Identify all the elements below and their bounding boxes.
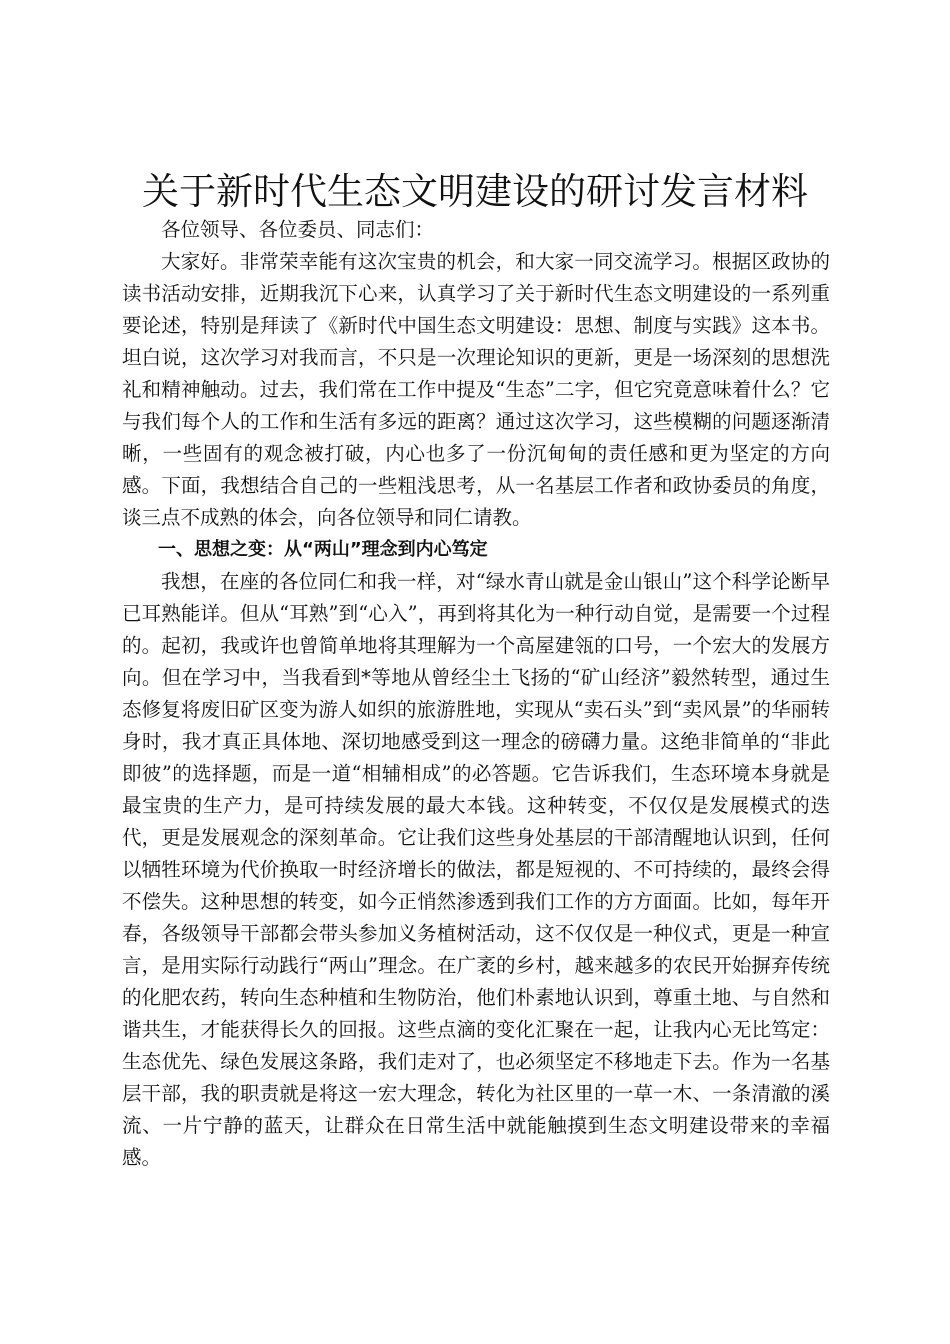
document-body xyxy=(122,214,830,1174)
salutation: 各位领导、各位委员、同志们： xyxy=(161,218,435,241)
section-paragraph: 我想，在座的各位同仁和我一样，对“绿水青山就是金山银山”这个科学论断早已耳熟能详。但从“耳熟”到“心入”，再到将其化为一种行动自觉，是需要一个过程的。起初，我或许也曾简单地将其理解为一个高屋建瓴的口号，一个宏大的发展方向。但在学习中，当我看到*等地从曾经尘土飞扬的“矿山经济”毅然转型，通过生态修复将废旧矿区变为游人如织的旅游胜地，实现从“卖石头”到“卖风景”的华丽转身时，我才真正具体地、深切地感受到这一理念的磅礴力量。这绝非简单的“非此即彼”的选择题，而是一道“相辅相成”的必答题。它告诉我们，生态环境本身就是最宝贵的生产力，是可持续发展的最大本钱。这种转变，不仅仅是发展模式的迭代，更是发展观念的深刻革命。它让我们这些身处基层的干部清醒地认识到，任何以牺牲环境为代价换取一时经济增长的做法，都是短视的、不可持续的，最终会得不偿失。这种思想的转变，如今正悄然渗透到我们工作的方方面面。比如，每年开春，各级领导干部都会带头参加义务植树活动，这不仅仅是一种仪式，更是一种宣言，是用实际行动践行“两山”理念。在广袤的乡村，越来越多的农民开始摒弃传统的化肥农药，转向生态种植和生物防治，他们朴素地认识到，尊重土地、与自然和谐共生，才能获得长久的回报。这些点滴的变化汇聚在一起，让我内心无比笃定：生态优先、绿色发展这条路，我们走对了，也必须坚定不移地走下去。作为一名基层干部，我的职责就是将这一宏大理念，转化为社区里的一草一木、一条清澈的溪流、一片宁静的蓝天，让群众在日常生活中就能触摸到生态文明建设带来的幸福感。 xyxy=(122,570,830,1169)
section-heading: 一、思想之变：从“两山”理念到内心笃定 xyxy=(158,539,488,560)
document-title: 关于新时代生态文明建设的研讨发言材料 xyxy=(142,170,808,213)
intro-paragraph: 大家好。非常荣幸能有这次宝贵的机会，和大家一同交流学习。根据区政协的读书活动安排，近期我沉下心来，认真学习了关于新时代生态文明建设的一系列重要论述，特别是拜读了《新时代中国生态文明建设：思想、制度与实践》这本书。坦白说，这次学习对我而言，不只是一次理论知识的更新，更是一场深刻的思想洗礼和精神触动。过去，我们常在工作中提及“生态”二字，但它究竟意味着什么？它与我们每个人的工作和生活有多远的距离？通过这次学习，这些模糊的问题逐渐清晰，一些固有的观念被打破，内心也多了一份沉甸甸的责任感和更为坚定的方向感。下面，我想结合自己的一些粗浅思考，从一名基层工作者和政协委员的角度，谈三点不成熟的体会，向各位领导和同仁请教。 xyxy=(122,250,830,529)
